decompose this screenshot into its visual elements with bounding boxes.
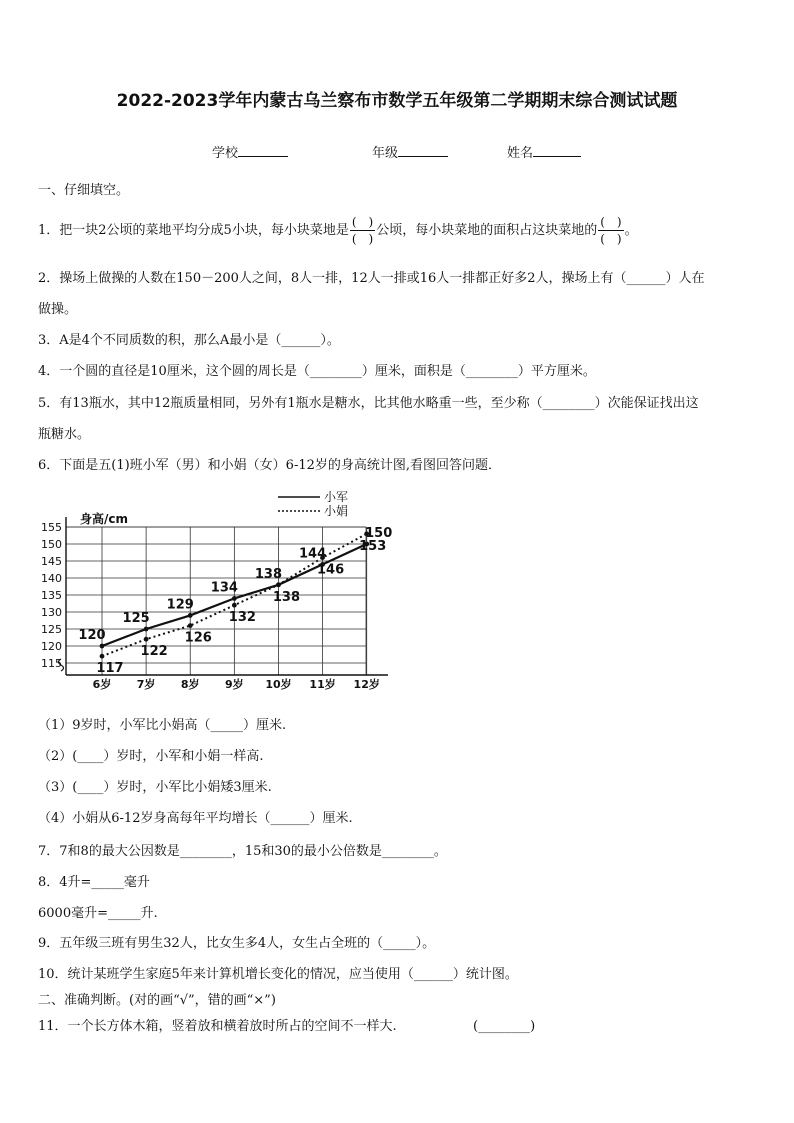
question-6-sub-4: （4）小娟从6-12岁身高每年平均增长（______）厘米. <box>38 811 353 826</box>
school-field <box>212 142 288 161</box>
height-line-chart <box>38 485 398 705</box>
x-tick-label: 9岁 <box>225 678 244 691</box>
q1-fraction-2[interactable] <box>598 215 623 246</box>
data-point <box>188 623 193 628</box>
data-label: 129 <box>166 597 194 613</box>
question-2-line-2: 做操。 <box>38 302 78 317</box>
y-tick-label: 150 <box>41 538 62 551</box>
grade-field <box>372 142 448 161</box>
x-tick-label: 12岁 <box>353 678 380 691</box>
y-axis-label: 身高/cm <box>80 512 129 526</box>
data-point <box>144 627 149 632</box>
data-label: 134 <box>210 580 238 596</box>
question-6-sub-1: （1）9岁时，小军比小娟高（_____）厘米. <box>38 718 287 733</box>
grade-label: 年级 <box>372 146 399 161</box>
data-label: 153 <box>359 538 387 554</box>
data-point <box>100 644 105 649</box>
chart-legend <box>278 490 348 518</box>
question-6-sub-3: （3）(____）岁时，小军比小娟矮3厘米. <box>38 780 272 795</box>
data-point <box>188 613 193 618</box>
q11-text: 11．一个长方体木箱，竖着放和横着放时所占的空间不一样大. <box>38 1019 397 1034</box>
x-tick-label: 6岁 <box>92 678 112 691</box>
legend-label: 小娟 <box>324 504 349 518</box>
section-heading-1: 一、仔细填空。 <box>38 183 130 198</box>
question-7: 7．7和8的最大公因数是________，15和30的最小公倍数是________。 <box>38 844 447 859</box>
q1-numerator-1: ( ) <box>351 215 374 229</box>
y-tick-label: 140 <box>41 572 62 585</box>
question-10: 10．统计某班学生家庭5年来计算机增长变化的情况，应当使用（______）统计图。 <box>38 967 518 982</box>
data-label: 138 <box>254 566 283 582</box>
data-point <box>100 654 105 659</box>
data-label: 120 <box>78 628 106 643</box>
q1-text-b: 公顷，每小块菜地的面积占这块菜地的 <box>376 223 598 238</box>
question-6-stem: 6．下面是五(1)班小军（男）和小娟（女）6-12岁的身高统计图,看图回答问题． <box>38 458 502 473</box>
data-label: 144 <box>299 546 327 562</box>
q1-text-a: 1．把一块2公顷的菜地平均分成5小块，每小块菜地是 <box>38 223 349 238</box>
name-blank[interactable] <box>533 156 581 157</box>
data-label: 125 <box>122 611 150 626</box>
data-point <box>232 596 237 601</box>
y-tick-label: 155 <box>41 521 62 534</box>
question-1 <box>38 209 758 253</box>
x-tick-label: 10岁 <box>265 678 292 691</box>
question-8-line-1: 8．4升=_____毫升 <box>38 875 150 890</box>
q1-numerator-2: ( ) <box>600 215 622 229</box>
grade-blank[interactable] <box>398 156 448 157</box>
q1-denominator-2: ( ) <box>600 232 622 246</box>
question-8-line-2: 6000毫升=_____升. <box>38 906 158 921</box>
q1-fraction-1[interactable] <box>350 215 375 246</box>
question-4: 4．一个圆的直径是10厘米，这个圆的周长是（________）厘米，面积是（________）平方厘米。 <box>38 364 596 379</box>
q1-text-c: 。 <box>624 223 638 238</box>
x-tick-label: 8岁 <box>180 678 200 691</box>
chart-axes <box>59 517 389 675</box>
x-tick-label: 7岁 <box>136 678 156 691</box>
legend-label: 小军 <box>324 490 349 504</box>
name-label: 姓名 <box>507 146 534 161</box>
y-tick-label: 125 <box>41 623 62 636</box>
section-heading-2: 二、准确判断。(对的画“√”，错的画“×”) <box>38 993 276 1008</box>
question-9: 9．五年级三班有男生32人，比女生多4人，女生占全班的（_____）。 <box>38 936 436 951</box>
y-tick-label: 145 <box>41 555 62 568</box>
chart-labels <box>41 511 392 691</box>
page-title: 2022-2023学年内蒙古乌兰察布市数学五年级第二学期期末综合测试试题 <box>116 91 678 111</box>
question-5-line-2: 瓶糖水。 <box>38 427 91 442</box>
question-11 <box>38 1018 758 1036</box>
data-label: 150 <box>365 526 393 541</box>
data-label: 122 <box>140 644 168 660</box>
data-label: 146 <box>317 562 345 578</box>
data-label: 132 <box>228 610 256 626</box>
y-tick-label: 115 <box>41 657 62 670</box>
school-label: 学校 <box>212 146 239 161</box>
y-tick-label: 130 <box>41 606 62 619</box>
question-3: 3．A是4个不同质数的积，那么A最小是（______）。 <box>38 333 340 348</box>
q11-answer-blank[interactable]: (________) <box>473 1019 536 1034</box>
y-tick-label: 135 <box>41 589 62 602</box>
data-point <box>232 603 237 608</box>
q1-denominator-1: ( ) <box>351 232 374 246</box>
y-tick-label: 120 <box>41 640 62 653</box>
data-label: 117 <box>96 661 124 677</box>
data-point <box>144 637 149 642</box>
name-field <box>507 142 581 161</box>
data-label: 126 <box>184 630 212 646</box>
x-tick-label: 11岁 <box>309 678 336 691</box>
question-6-sub-2: （2）(____）岁时，小军和小娟一样高. <box>38 749 264 764</box>
data-label: 138 <box>272 589 301 605</box>
data-point <box>276 582 281 587</box>
question-5-line-1: 5．有13瓶水，其中12瓶质量相同，另外有1瓶水是糖水，比其他水略重一些，至少称（________）次能保证找出这 <box>38 396 699 411</box>
question-2-line-1: 2．操场上做操的人数在150－200人之间，8人一排，12人一排或16人一排都正好多2人，操场上有（______）人在 <box>38 271 705 286</box>
school-blank[interactable] <box>238 156 288 157</box>
